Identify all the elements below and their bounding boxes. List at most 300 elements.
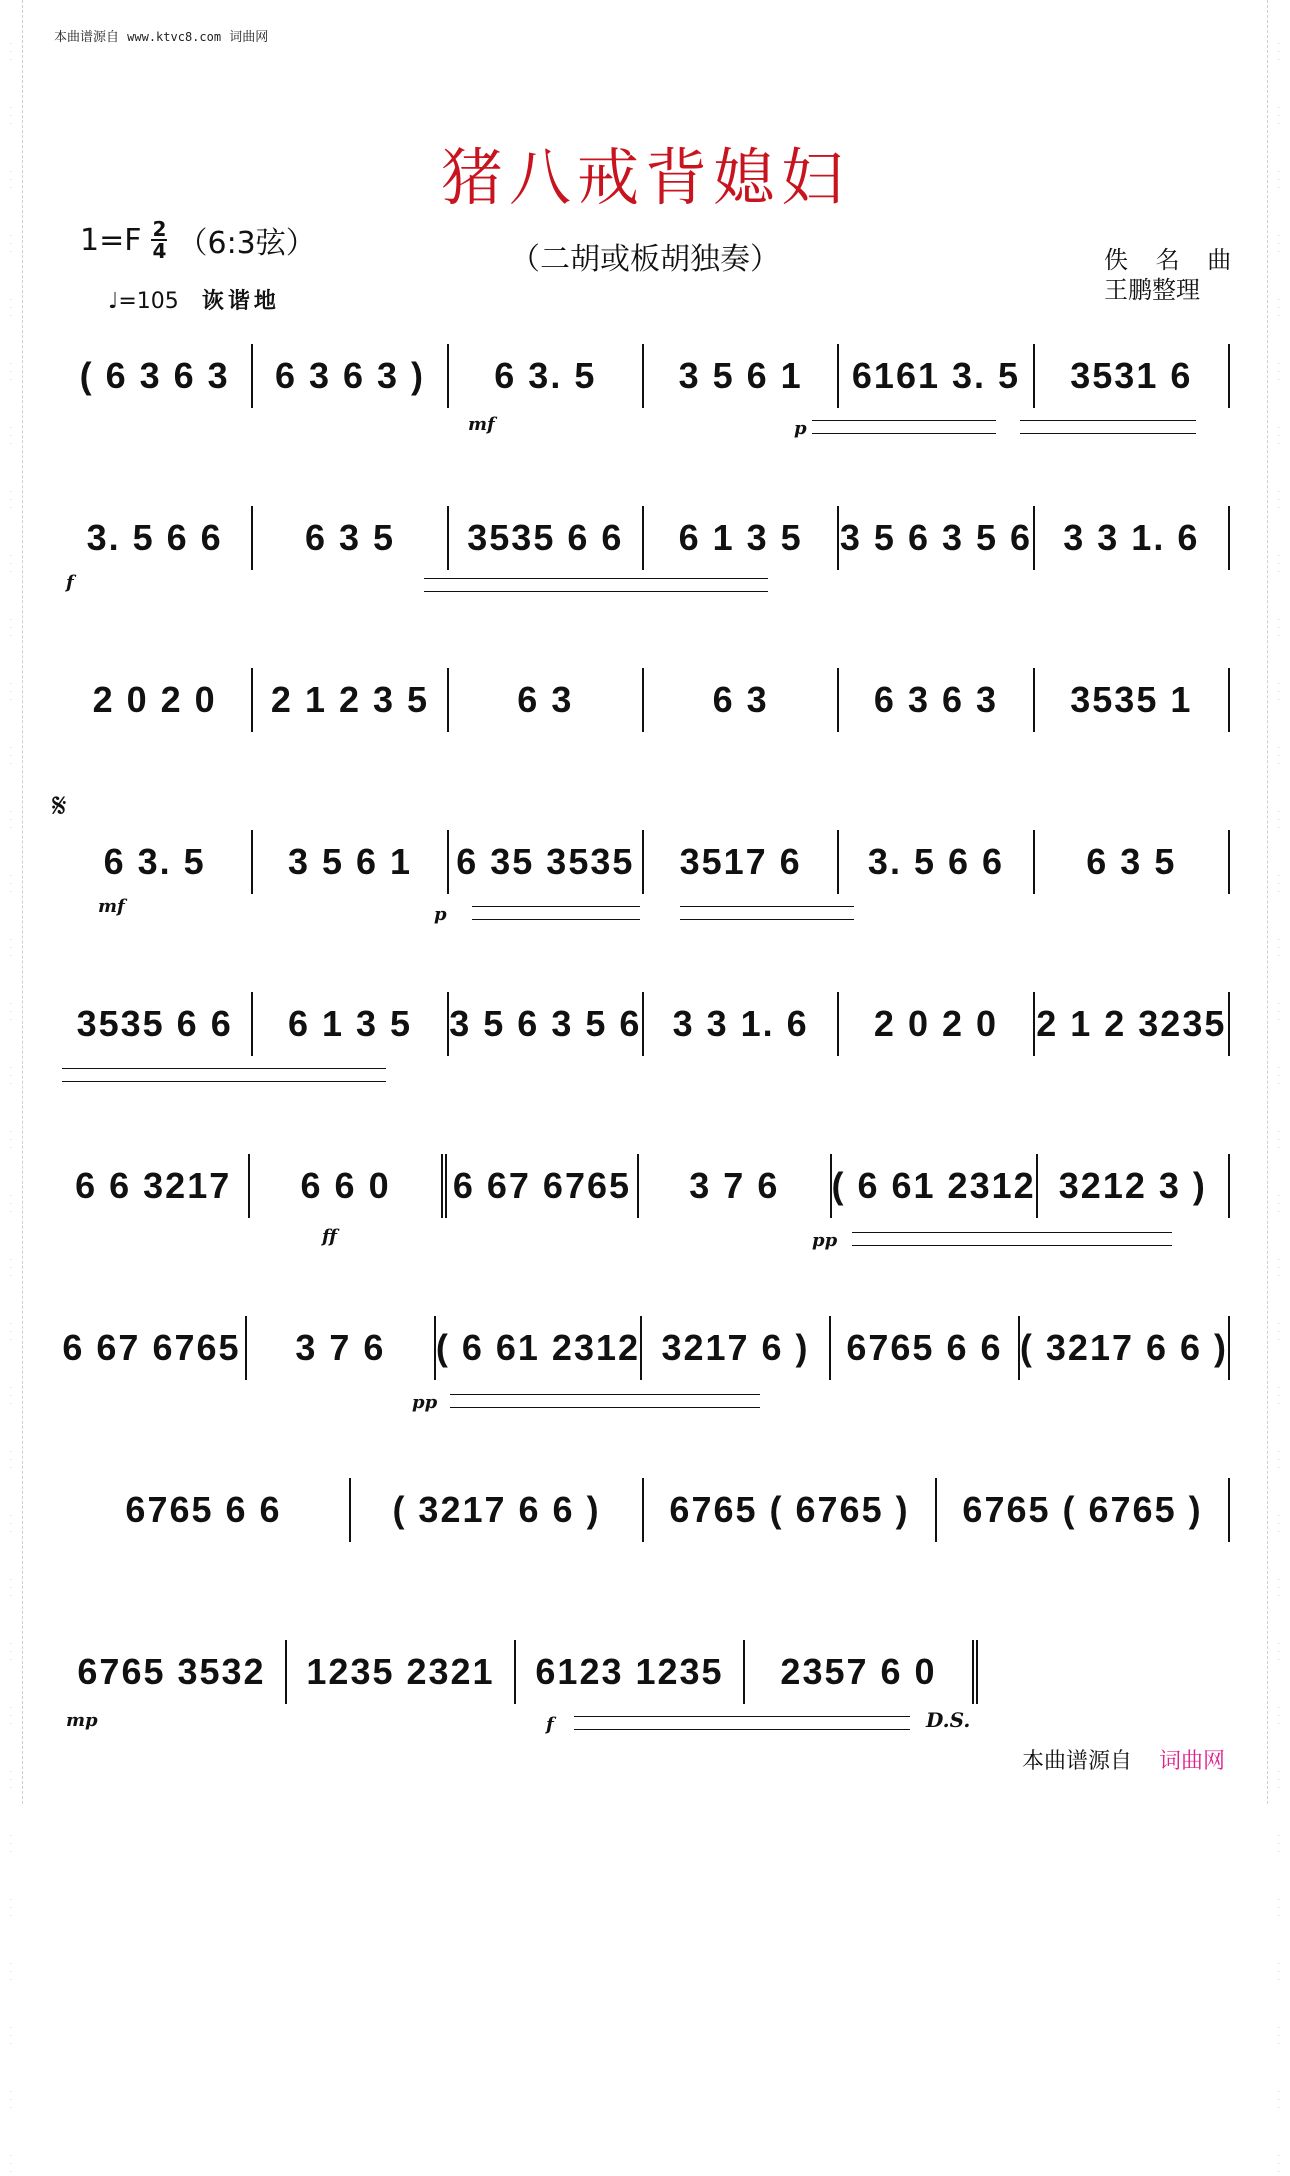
watermark-glyph-group [1275, 552, 1283, 576]
watermark-glyph: · [1277, 696, 1281, 704]
watermark-glyph: · [9, 808, 13, 816]
watermark-glyph: · [9, 296, 13, 304]
measure: 3 5 6 1 [253, 830, 448, 894]
watermark-glyph-group [1275, 1704, 1283, 1728]
watermark-glyph-group [1275, 104, 1283, 128]
measure: 1235 2321 [287, 1640, 516, 1704]
watermark-glyph-group [1275, 1576, 1283, 1600]
watermark-glyph: · [1277, 1072, 1281, 1080]
watermark-glyph: · [9, 1704, 13, 1712]
staff-7 [58, 1316, 1230, 1380]
measure: 6 3 [449, 668, 644, 732]
watermark-glyph-group [1275, 2152, 1283, 2176]
watermark-glyph: · [9, 440, 13, 448]
watermark-glyph: · [9, 936, 13, 944]
watermark-glyph: · [1277, 1264, 1281, 1272]
watermark-glyph-group [1275, 488, 1283, 512]
subtitle: （二胡或板胡独奏） [510, 242, 780, 277]
watermark-glyph: · [1277, 680, 1281, 688]
measure: 6 6 3217 [58, 1154, 250, 1218]
watermark-glyph: · [9, 1832, 13, 1840]
watermark-glyph: · [9, 1392, 13, 1400]
watermark-glyph: · [9, 816, 13, 824]
watermark-glyph: · [9, 248, 13, 256]
measure: 6 3 6 3 [839, 668, 1034, 732]
watermark-glyph: · [9, 1912, 13, 1920]
watermark-glyph: · [1277, 1720, 1281, 1728]
measure: ( 3217 6 6 ) [351, 1478, 644, 1542]
watermark-glyph: · [1277, 1512, 1281, 1520]
watermark-glyph: · [1277, 1448, 1281, 1456]
watermark-glyph: · [1277, 552, 1281, 560]
measure: 6765 ( 6765 ) [937, 1478, 1230, 1542]
watermark-glyph: · [9, 1768, 13, 1776]
watermark-glyph: · [1277, 1192, 1281, 1200]
watermark-glyph-group [1275, 2088, 1283, 2112]
watermark-glyph: · [9, 1640, 13, 1648]
watermark-glyph: · [1277, 1336, 1281, 1344]
watermark-glyph: · [9, 1512, 13, 1520]
crescendo-hairpin [472, 906, 640, 920]
watermark-glyph: · [9, 1656, 13, 1664]
watermark-glyph: · [9, 112, 13, 120]
watermark-glyph-group [1275, 1192, 1283, 1216]
watermark-glyph: · [1277, 1960, 1281, 1968]
watermark-glyph: · [9, 1200, 13, 1208]
measure: 6765 6 6 [831, 1316, 1020, 1380]
watermark-glyph: · [9, 2160, 13, 2168]
measure: 3217 6 ) [642, 1316, 831, 1380]
watermark-glyph: · [1277, 1144, 1281, 1152]
watermark-glyph: · [1277, 1832, 1281, 1840]
watermark-glyph: · [9, 1528, 13, 1536]
watermark-glyph-group [1275, 2024, 1283, 2048]
watermark-glyph: · [9, 1144, 13, 1152]
watermark-glyph: · [1277, 1200, 1281, 1208]
watermark-glyph: · [1277, 1256, 1281, 1264]
watermark-glyph-group [7, 296, 15, 320]
watermark-glyph: · [1277, 1640, 1281, 1648]
watermark-glyph: · [1277, 240, 1281, 248]
watermark-glyph: · [1277, 816, 1281, 824]
dynamic-mark: pp [412, 1392, 438, 1413]
watermark-glyph: · [1277, 232, 1281, 240]
watermark-glyph: · [1277, 1968, 1281, 1976]
watermark-glyph: · [9, 1960, 13, 1968]
watermark-glyph: · [9, 1584, 13, 1592]
watermark-glyph: · [9, 696, 13, 704]
watermark-glyph: · [9, 1720, 13, 1728]
watermark-glyph: · [9, 1256, 13, 1264]
watermark-glyph: · [9, 552, 13, 560]
watermark-glyph: · [1277, 184, 1281, 192]
measure: 6765 3532 [58, 1640, 287, 1704]
watermark-glyph-group [7, 2088, 15, 2112]
watermark-glyph: · [1277, 1400, 1281, 1408]
watermark-glyph-group [7, 2152, 15, 2176]
watermark-glyph: · [9, 368, 13, 376]
watermark-glyph-group [1275, 1512, 1283, 1536]
watermark-glyph: · [9, 360, 13, 368]
watermark-glyph-group [7, 552, 15, 576]
staff-2 [58, 506, 1230, 570]
watermark-glyph-group [1275, 1000, 1283, 1024]
watermark-glyph-group [7, 40, 15, 64]
watermark-glyph: · [1277, 760, 1281, 768]
watermark-glyph: · [1277, 56, 1281, 64]
bottom-source-label: 本曲谱源自 [1022, 1749, 1133, 1774]
top-source-label: 本曲谱源自 [54, 30, 120, 45]
watermark-glyph-group [7, 1896, 15, 1920]
watermark-glyph: · [9, 1336, 13, 1344]
measure: 2 1 2 3235 [1035, 992, 1230, 1056]
watermark-glyph: · [1277, 880, 1281, 888]
watermark-glyph: · [9, 824, 13, 832]
staff-3 [58, 668, 1230, 732]
watermark-glyph-group [7, 1000, 15, 1024]
segno-sign: 𝄋 [52, 786, 67, 826]
watermark-glyph: · [9, 176, 13, 184]
watermark-glyph: · [9, 120, 13, 128]
watermark-glyph-group [7, 424, 15, 448]
watermark-glyph: · [9, 1968, 13, 1976]
key: 1=F [80, 222, 142, 258]
watermark-glyph: · [1277, 872, 1281, 880]
watermark-glyph: · [1277, 504, 1281, 512]
watermark-glyph: · [9, 312, 13, 320]
dynamic-mark: mf [98, 896, 125, 917]
watermark-glyph-group [1275, 1320, 1283, 1344]
measure: 6 35 3535 [449, 830, 644, 894]
watermark-glyph: · [1277, 2088, 1281, 2096]
watermark-glyph: · [9, 1264, 13, 1272]
staff-9 [58, 1640, 978, 1704]
measure: 6 3. 5 [58, 830, 253, 894]
time-sig-top: 2 [152, 217, 167, 241]
watermark-glyph: · [9, 56, 13, 64]
watermark-glyph: · [1277, 1840, 1281, 1848]
watermark-glyph: · [1277, 2168, 1281, 2176]
tempo-line [108, 284, 280, 315]
watermark-glyph: · [1277, 104, 1281, 112]
watermark-glyph: · [9, 1576, 13, 1584]
decrescendo-hairpin [1020, 420, 1196, 434]
watermark-glyph: · [9, 760, 13, 768]
watermark-glyph: · [9, 1592, 13, 1600]
watermark-glyph: · [1277, 936, 1281, 944]
watermark-glyph: · [1277, 1912, 1281, 1920]
watermark-glyph: · [9, 488, 13, 496]
watermark-glyph-group [7, 1192, 15, 1216]
dynamic-mark: f [546, 1714, 554, 1735]
watermark-glyph-group [1275, 1960, 1283, 1984]
measure: 3. 5 6 6 [58, 506, 253, 570]
measure: 3 7 6 [639, 1154, 831, 1218]
watermark-glyph: · [1277, 752, 1281, 760]
watermark-glyph: · [1277, 808, 1281, 816]
watermark-glyph: · [1277, 1528, 1281, 1536]
decrescendo-hairpin [424, 578, 768, 592]
measure: 6 1 3 5 [253, 992, 448, 1056]
time-sig-bottom: 4 [152, 239, 167, 263]
watermark-glyph: · [9, 1848, 13, 1856]
watermark-glyph-group [7, 1128, 15, 1152]
watermark-glyph: · [1277, 168, 1281, 176]
watermark-glyph: · [1277, 1768, 1281, 1776]
watermark-glyph: · [1277, 944, 1281, 952]
dynamic-mark: p [434, 904, 447, 925]
watermark-glyph: · [9, 2040, 13, 2048]
watermark-glyph: · [9, 880, 13, 888]
watermark-glyph-group [1275, 1064, 1283, 1088]
composer: 佚 名 曲 [1104, 246, 1242, 274]
watermark-glyph: · [9, 168, 13, 176]
watermark-glyph: · [1277, 1704, 1281, 1712]
watermark-glyph-group [7, 744, 15, 768]
crescendo-hairpin [574, 1716, 910, 1730]
watermark-glyph: · [1277, 1064, 1281, 1072]
staff-1 [58, 344, 1230, 408]
arranger: 王鹏整理 [1104, 276, 1200, 304]
watermark-glyph-group [1275, 680, 1283, 704]
watermark-glyph-group [7, 1768, 15, 1792]
watermark-glyph: · [9, 688, 13, 696]
measure: ( 6 61 2312 [832, 1154, 1038, 1218]
watermark-glyph-group [1275, 1896, 1283, 1920]
watermark-glyph: · [1277, 48, 1281, 56]
watermark-glyph: · [1277, 488, 1281, 496]
measure: 3212 3 ) [1038, 1154, 1230, 1218]
watermark-glyph-group [1275, 1256, 1283, 1280]
watermark-glyph: · [1277, 304, 1281, 312]
measure: 2 0 2 0 [839, 992, 1034, 1056]
watermark-glyph-group [7, 360, 15, 384]
watermark-glyph: · [1277, 120, 1281, 128]
watermark-glyph-group [1275, 808, 1283, 832]
measure: 6 3 [644, 668, 839, 732]
watermark-glyph: · [9, 1008, 13, 1016]
crescendo-hairpin [812, 420, 996, 434]
watermark-glyph: · [9, 560, 13, 568]
top-source-site[interactable]: www.ktvc8.com [127, 30, 222, 44]
measure: 6 67 6765 [58, 1316, 247, 1380]
measure: 2 0 2 0 [58, 668, 253, 732]
watermark-glyph: · [9, 1128, 13, 1136]
watermark-glyph: · [1277, 1848, 1281, 1856]
watermark-glyph-group [1275, 1448, 1283, 1472]
watermark-glyph: · [1277, 1896, 1281, 1904]
measure: 3 5 6 3 5 6 [839, 506, 1034, 570]
watermark-glyph: · [1277, 376, 1281, 384]
watermark-glyph-group [7, 2024, 15, 2048]
dynamic-mark: mp [66, 1710, 98, 1731]
staff-5 [58, 992, 1230, 1056]
watermark-glyph: · [1277, 1712, 1281, 1720]
watermark-glyph: · [9, 1896, 13, 1904]
top-source-name: 词曲网 [229, 30, 269, 45]
watermark-glyph: · [9, 1016, 13, 1024]
measure: 3531 6 [1035, 344, 1230, 408]
watermark-glyph: · [9, 1904, 13, 1912]
watermark-glyph-group [7, 1256, 15, 1280]
watermark-glyph-group [7, 1064, 15, 1088]
watermark-glyph: · [9, 1840, 13, 1848]
decrescendo-hairpin [450, 1394, 760, 1408]
measure: 6 6 0 [250, 1154, 446, 1218]
measure: 3535 1 [1035, 668, 1230, 732]
watermark-glyph: · [1277, 1080, 1281, 1088]
watermark-glyph: · [9, 1520, 13, 1528]
watermark-glyph: · [1277, 1320, 1281, 1328]
measure: 3. 5 6 6 [839, 830, 1034, 894]
watermark-glyph-group [7, 872, 15, 896]
watermark-glyph: · [9, 40, 13, 48]
dynamic-mark: f [66, 572, 74, 593]
measure: 6 3 5 [1035, 830, 1230, 894]
measure: 3535 6 6 [58, 992, 253, 1056]
measure: 6 3. 5 [449, 344, 644, 408]
watermark-glyph: · [9, 1272, 13, 1280]
watermark-glyph: · [9, 1456, 13, 1464]
watermark-glyph: · [9, 1776, 13, 1784]
watermark-glyph: · [1277, 1328, 1281, 1336]
watermark-glyph-group [7, 1576, 15, 1600]
watermark-glyph: · [1277, 2040, 1281, 2048]
watermark-glyph: · [9, 240, 13, 248]
watermark-glyph-group [7, 680, 15, 704]
watermark-glyph: · [1277, 1016, 1281, 1024]
bottom-source-site[interactable]: 词曲网 [1159, 1749, 1226, 1774]
watermark-glyph: · [9, 1136, 13, 1144]
watermark-glyph: · [1277, 1384, 1281, 1392]
watermark-glyph: · [9, 1784, 13, 1792]
measure: 6 67 6765 [447, 1154, 639, 1218]
dynamic-mark: ff [322, 1226, 337, 1247]
decrescendo-hairpin [62, 1068, 386, 1082]
watermark-glyph: · [1277, 744, 1281, 752]
measure: 6 3 5 [253, 506, 448, 570]
watermark-glyph: · [1277, 424, 1281, 432]
measure: ( 6 3 6 3 [58, 344, 253, 408]
watermark-glyph: · [1277, 432, 1281, 440]
measure: ( 6 61 2312 [436, 1316, 642, 1380]
measure: 3535 6 6 [449, 506, 644, 570]
watermark-glyph-group [1275, 1832, 1283, 1856]
measure: 3 3 1. 6 [1035, 506, 1230, 570]
bottom-source-line [1022, 1744, 1225, 1775]
watermark-glyph-group [7, 1512, 15, 1536]
watermark-glyph-group [7, 936, 15, 960]
measure: 6 1 3 5 [644, 506, 839, 570]
watermark-glyph: · [1277, 2152, 1281, 2160]
watermark-glyph: · [1277, 952, 1281, 960]
watermark-glyph: · [1277, 1464, 1281, 1472]
watermark-glyph: · [1277, 1456, 1281, 1464]
watermark-glyph: · [9, 2088, 13, 2096]
measure: 6123 1235 [516, 1640, 745, 1704]
watermark-glyph: · [1277, 1576, 1281, 1584]
watermark-glyph: · [9, 104, 13, 112]
watermark-glyph: · [1277, 496, 1281, 504]
watermark-glyph: · [1277, 248, 1281, 256]
watermark-glyph: · [1277, 888, 1281, 896]
watermark-glyph-group [1275, 360, 1283, 384]
watermark-glyph: · [1277, 2160, 1281, 2168]
top-source-line [54, 26, 268, 45]
watermark-glyph: · [1277, 624, 1281, 632]
staff-4 [58, 830, 1230, 894]
watermark-glyph: · [9, 872, 13, 880]
watermark-glyph: · [9, 232, 13, 240]
dynamic-mark: mf [468, 414, 495, 435]
watermark-glyph: · [9, 1384, 13, 1392]
measure: 3 7 6 [247, 1316, 436, 1380]
expression: 诙谐地 [201, 289, 280, 314]
watermark-glyph: · [9, 504, 13, 512]
watermark-glyph: · [1277, 2024, 1281, 2032]
dynamic-mark: pp [812, 1230, 838, 1251]
watermark-glyph: · [1277, 824, 1281, 832]
watermark-glyph: · [9, 1976, 13, 1984]
watermark-glyph: · [9, 1000, 13, 1008]
watermark-glyph-group [1275, 1768, 1283, 1792]
watermark-glyph-group [1275, 1128, 1283, 1152]
decrescendo-hairpin [680, 906, 854, 920]
watermark-glyph: · [9, 2032, 13, 2040]
watermark-glyph: · [9, 1400, 13, 1408]
dal-segno: D.S. [926, 1708, 971, 1732]
watermark-glyph: · [1277, 1976, 1281, 1984]
watermark-glyph: · [1277, 1392, 1281, 1400]
watermark-glyph: · [9, 48, 13, 56]
watermark-glyph: · [1277, 1784, 1281, 1792]
watermark-glyph: · [9, 2168, 13, 2176]
watermark-glyph: · [1277, 360, 1281, 368]
measure: ( 3217 6 6 ) [1020, 1316, 1230, 1380]
watermark-glyph-group [1275, 744, 1283, 768]
watermark-glyph: · [9, 1072, 13, 1080]
watermark-glyph: · [1277, 1136, 1281, 1144]
watermark-glyph: · [9, 1208, 13, 1216]
watermark-glyph-group [7, 1448, 15, 1472]
watermark-glyph: · [1277, 688, 1281, 696]
staff-8 [58, 1478, 1230, 1542]
watermark-glyph: · [1277, 2104, 1281, 2112]
watermark-glyph: · [9, 952, 13, 960]
watermark-glyph: · [1277, 1592, 1281, 1600]
watermark-glyph-group [1275, 296, 1283, 320]
watermark-glyph-group [7, 616, 15, 640]
decrescendo-hairpin [852, 1232, 1172, 1246]
watermark-glyph-group [1275, 424, 1283, 448]
measure: 6161 3. 5 [839, 344, 1034, 408]
watermark-glyph: · [9, 2096, 13, 2104]
watermark-glyph-group [1275, 1640, 1283, 1664]
watermark-glyph: · [1277, 1008, 1281, 1016]
watermark-glyph: · [9, 1712, 13, 1720]
watermark-glyph-group [7, 104, 15, 128]
watermark-glyph-group [1275, 872, 1283, 896]
watermark-glyph-group [7, 808, 15, 832]
watermark-glyph: · [1277, 368, 1281, 376]
watermark-glyph: · [9, 432, 13, 440]
watermark-glyph: · [9, 184, 13, 192]
page-title: 猪八戒背媳妇 [440, 141, 849, 214]
watermark-glyph: · [9, 1192, 13, 1200]
staff-6 [58, 1154, 1230, 1218]
watermark-glyph: · [1277, 312, 1281, 320]
watermark-glyph: · [1277, 40, 1281, 48]
